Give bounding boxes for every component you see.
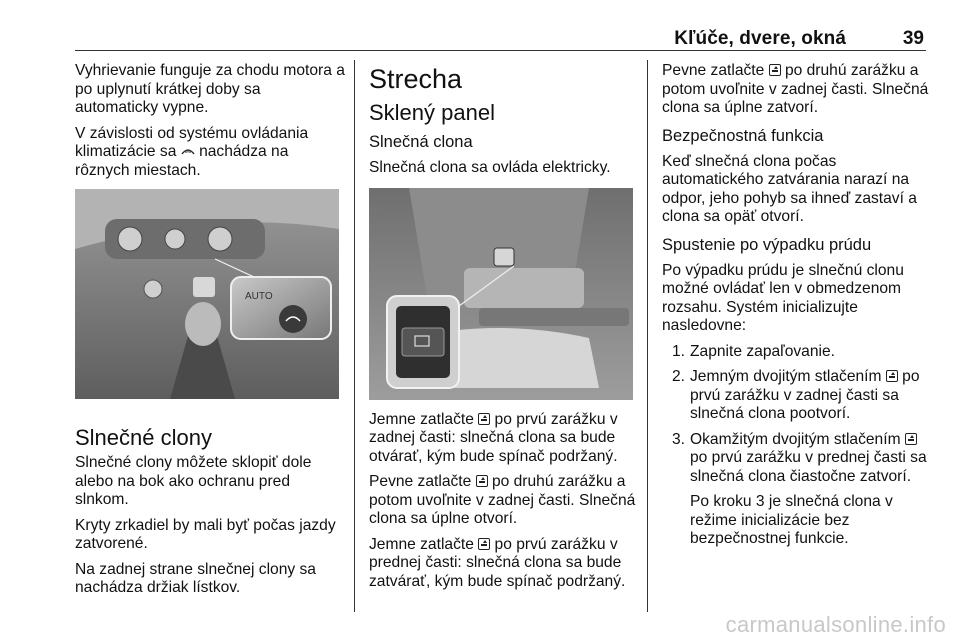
roof-switch-photo: [369, 188, 633, 400]
chapter-title: Kľúče, dvere, okná: [674, 28, 846, 49]
column-2: [369, 62, 637, 598]
paragraph: Slnečné clony môžete sklopiť dole alebo na bok ako ochranu pred slnkom.: [75, 454, 312, 508]
paragraph: Po kroku 3 je slnečná clona v režime inicializácie bez bezpečnostnej funkcie.: [690, 493, 893, 547]
text-run: Jemne zatlačte: [369, 535, 479, 553]
column-divider-2: [647, 60, 648, 612]
paragraph: [369, 473, 637, 529]
page-number: 39: [902, 28, 924, 49]
sunshade-switch-icon: [905, 433, 917, 445]
section-heading: Slnečné clony: [75, 425, 212, 450]
text-run: po prvú zarážku v prednej časti sa slnečná clona čiastočne zatvorí.: [690, 449, 927, 485]
console-photo: [75, 189, 339, 399]
init-steps-list: [662, 343, 932, 487]
paragraph: Kryty zrkadiel by mali byť počas jazdy zatvorené.: [75, 516, 336, 552]
subsection-heading: Spustenie po výpadku prúdu: [662, 235, 872, 254]
chapter-heading: Strecha: [369, 64, 463, 94]
header-rule: [75, 50, 926, 51]
sunshade-switch-icon: [478, 538, 490, 550]
text-run: Pevne zatlačte: [662, 62, 769, 79]
column-3: [662, 62, 932, 556]
auto-label: AUTO: [245, 291, 273, 302]
sunshade-switch-icon: [769, 64, 781, 76]
column-divider-1: [354, 60, 355, 612]
text-run: po prvú zarážku v zadnej časti sa slnečná clona pootvorí.: [690, 368, 920, 422]
step-number: 2.: [672, 368, 686, 385]
step-number: 1.: [672, 342, 686, 360]
section-heading: Sklený panel: [369, 100, 495, 125]
watermark: carmanualsonline.info: [725, 612, 946, 637]
paragraph: [662, 62, 932, 118]
text-run: V závislosti od systému ovládania klimatizácie sa: [75, 124, 309, 160]
list-item: [662, 368, 932, 424]
text-run: po prvú zarážku v prednej časti: slnečná clona sa bude zatvárať, kým bude spínač podržaný.: [369, 535, 626, 590]
paragraph: [369, 411, 637, 467]
text-run: Pevne zatlačte: [369, 473, 476, 490]
column-1: [75, 62, 345, 605]
paragraph: Vyhrievanie funguje za chodu motora a po uplynutí krátkej doby sa automaticky vypne.: [75, 62, 345, 116]
paragraph: [75, 125, 345, 181]
text-run: nachádza na rôznych miestach.: [75, 143, 289, 179]
text-run: po druhú zarážku a potom uvoľnite v zadnej časti. Slnečná clona sa úplne zatvorí.: [662, 62, 929, 116]
page-header: [75, 26, 926, 52]
text-run: Jemným dvojitým stlačením: [690, 368, 886, 385]
subsection-heading: Bezpečnostná funkcia: [662, 126, 824, 145]
sunshade-switch-icon: [886, 370, 898, 382]
paragraph: Po výpadku prúdu je slnečnú clonu možné ovládať len v obmedzenom rozsahu. Systém inicializujte nasledovne:: [662, 261, 904, 334]
list-item: [662, 343, 932, 362]
paragraph: Na zadnej strane slnečnej clony sa nachádza držiak lístkov.: [75, 560, 316, 596]
step-number: 3.: [672, 430, 686, 448]
subsection-heading: Slnečná clona: [369, 133, 473, 151]
text-run: Okamžitým dvojitým stlačením: [690, 430, 905, 448]
list-item: [662, 431, 932, 487]
paragraph: Slnečná clona sa ovláda elektricky.: [369, 159, 611, 176]
paragraph: Keď slnečná clona počas automatického zatvárania narazí na odpor, jeho pohyb sa ihneď zastaví a clona sa opäť otvorí.: [662, 152, 917, 225]
text-run: po prvú zarážku v zadnej časti: slnečná clona sa bude otvárať, kým bude spínač podržaný.: [369, 410, 618, 465]
sunshade-switch-icon: [476, 475, 488, 487]
paragraph: [369, 536, 637, 592]
text-run: po druhú zarážku a potom uvoľnite v zadnej časti. Slnečná clona sa úplne otvorí.: [369, 473, 636, 527]
windscreen-heat-icon: [181, 143, 195, 162]
text-run: Jemne zatlačte: [369, 410, 479, 428]
text-run: Zapnite zapaľovanie.: [690, 342, 835, 360]
sunshade-switch-icon: [478, 413, 490, 425]
